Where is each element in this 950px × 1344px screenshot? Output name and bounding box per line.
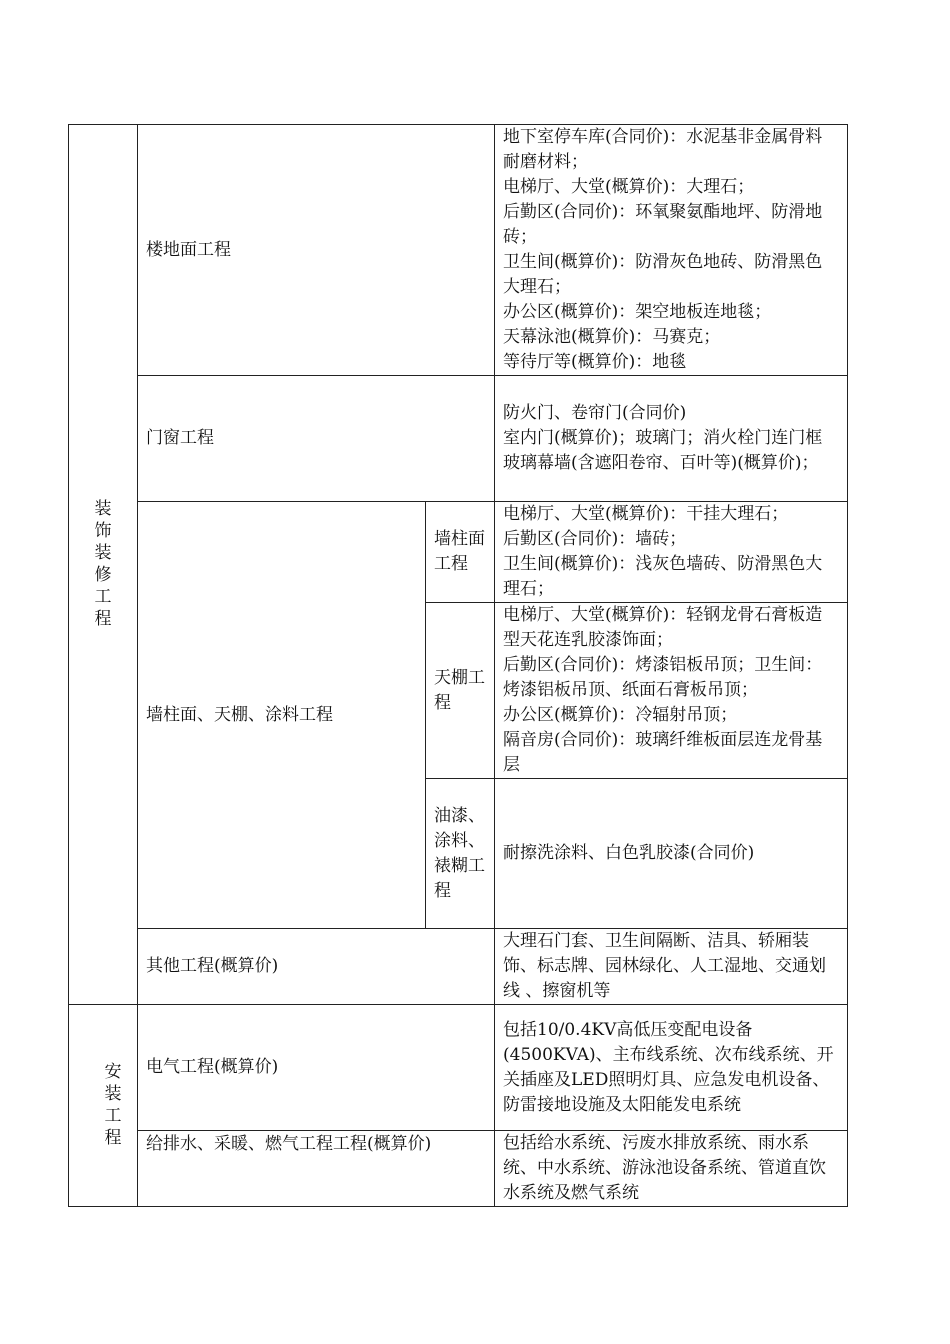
category-label: 装饰装修工程 (94, 498, 112, 629)
item-name: 楼地面工程 (138, 125, 495, 376)
item-description (495, 502, 848, 603)
item-name: 其他工程(概算价) (138, 929, 495, 1005)
desc-line: 办公区(概算价)：冷辐射吊顶； (503, 705, 738, 725)
subitem-name: 油漆、涂料、裱糊工程 (426, 779, 495, 929)
item-description: 大理石门套、卫生间隔断、洁具、轿厢装饰、标志牌、园林绿化、人工湿地、交通划线 、擦窗机等 (495, 929, 848, 1005)
item-description (495, 603, 848, 779)
category-cell (69, 1005, 138, 1207)
subitem-name: 墙柱面工程 (426, 502, 495, 603)
table-row (69, 502, 848, 603)
desc-line: 卫生间(概算价)：防滑灰色地砖、防滑黑色大理石； (503, 252, 823, 297)
project-scope-table (68, 124, 848, 1207)
category-label: 安装工程 (104, 1061, 122, 1148)
table-row (69, 929, 848, 1005)
desc-line: 防火门、卷帘门(合同价) (503, 403, 687, 423)
desc-line: 玻璃幕墙(含遮阳卷帘、百叶等)(概算价)； (503, 453, 819, 473)
desc-line: 电梯厅、大堂(概算价)：大理石； (503, 177, 755, 197)
item-description: 包括给水系统、污废水排放系统、雨水系统、中水系统、游泳池设备系统、管道直饮水系统及燃气系统 (495, 1131, 848, 1207)
item-description: 耐擦洗涂料、白色乳胶漆(合同价) (495, 779, 848, 929)
table-row (69, 125, 848, 376)
group-name: 墙柱面、天棚、涂料工程 (138, 502, 426, 929)
desc-line: 后勤区(合同价)：墙砖； (503, 529, 687, 549)
item-name: 电气工程(概算价) (138, 1005, 495, 1131)
item-name: 门窗工程 (138, 376, 495, 502)
desc-line: 天幕泳池(概算价)：马赛克； (503, 327, 721, 347)
desc-line: 后勤区(合同价)：烤漆铝板吊顶；卫生间：烤漆铝板吊顶、纸面石膏板吊顶； (503, 655, 823, 700)
item-description (495, 376, 848, 502)
desc-line: 电梯厅、大堂(概算价)：干挂大理石； (503, 504, 789, 524)
item-name: 给排水、采暖、燃气工程工程(概算价) (138, 1131, 495, 1207)
desc-line: 后勤区(合同价)：环氧聚氨酯地坪、防滑地砖； (503, 202, 823, 247)
desc-line: 隔音房(合同价)：玻璃纤维板面层连龙骨基层 (503, 730, 823, 775)
subitem-name: 天棚工程 (426, 603, 495, 779)
item-description: 包括10/0.4KV高低压变配电设备(4500KVA)、主布线系统、次布线系统、开关插座及LED照明灯具、应急发电机设备、防雷接地设施及太阳能发电系统 (495, 1005, 848, 1131)
desc-line: 室内门(概算价)；玻璃门；消火栓门连门框 (503, 428, 823, 448)
desc-line: 卫生间(概算价)：浅灰色墙砖、防滑黑色大理石； (503, 554, 823, 599)
item-description (495, 125, 848, 376)
desc-line: 地下室停车库(合同价)：水泥基非金属骨料耐磨材料； (503, 127, 823, 172)
category-cell (69, 125, 138, 1005)
table-row (69, 376, 848, 502)
desc-line: 办公区(概算价)：架空地板连地毯； (503, 302, 772, 322)
desc-line: 电梯厅、大堂(概算价)：轻钢龙骨石膏板造型天花连乳胶漆饰面； (503, 605, 823, 650)
table-row (69, 1131, 848, 1207)
desc-line: 等待厅等(概算价)：地毯 (503, 352, 687, 372)
table-row (69, 1005, 848, 1131)
